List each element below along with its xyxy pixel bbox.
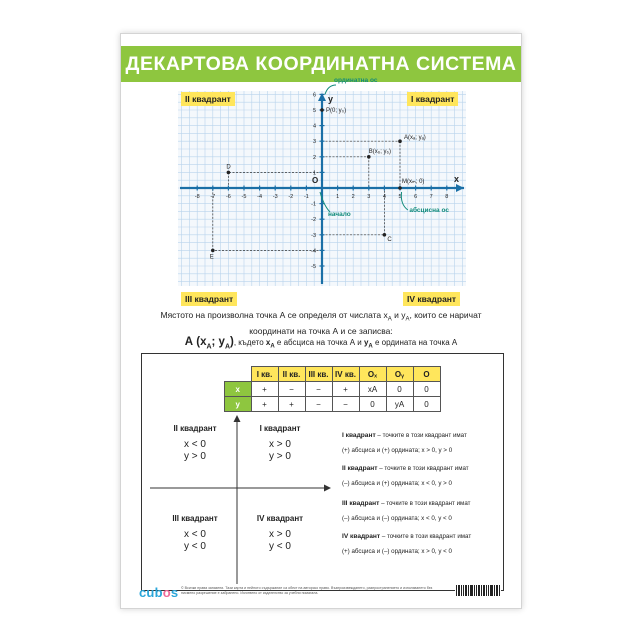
sign-table-header-cell: Oₓ: [359, 367, 386, 382]
x-tick-label: -5: [241, 194, 247, 200]
quadrant-description-iv: [342, 533, 502, 555]
y-tick-label: -5: [311, 264, 316, 270]
sign-table-cell: −: [278, 382, 305, 397]
sign-table-cell: 0: [359, 397, 386, 412]
point-label-b: B(x₆; y₆): [368, 148, 391, 155]
sign-table-header-cell: III кв.: [305, 367, 332, 382]
barcode-icon: [455, 584, 501, 600]
y-tick-label: 1: [312, 170, 316, 177]
description-sub: (–) абсциса и (–) ордината; x < 0, y < 0: [342, 515, 452, 522]
x-tick-label: 6: [414, 194, 418, 200]
sign-table-cell: −: [305, 382, 332, 397]
sign-table-cell: −: [305, 397, 332, 412]
sign-table-cell: 0: [413, 397, 440, 412]
description-title: III квадрант: [342, 500, 380, 507]
quadrant-condition: y > 0: [184, 451, 206, 462]
point-a: [398, 139, 402, 143]
abscissa-annotation: абсцисна ос: [409, 207, 449, 214]
sign-table-header-cell: IV кв.: [332, 367, 359, 382]
x-tick-label: -7: [210, 194, 216, 200]
description-text: – точките в този квадрант имат: [380, 533, 472, 540]
ordinate-annotation: ординатна ос: [334, 76, 378, 84]
logo-part: s: [170, 585, 179, 600]
point-e: [211, 249, 215, 253]
description: [141, 310, 501, 338]
sign-table: [224, 366, 441, 412]
description-line-1: Мястото на произволна точка А се определя от числата $x_A$ и $y_A$, които се наричат: [160, 310, 482, 323]
footer-copyright: © Всички права запазени. Тази карта и нейното съдържание са обект на авторско право. Възпроизвеждането, разпространението и използването без писмено разрешение е забранено. Изготвено от издателство за учебни помагала.: [181, 586, 433, 595]
point-label-m: M(xₘ; 0): [402, 179, 425, 185]
y-tick-label: -2: [311, 217, 316, 224]
quadrant-i-block: [245, 424, 315, 463]
point-c: [383, 233, 387, 237]
quadrant-label-i: I квадрант: [407, 92, 458, 106]
quadrant-condition: y < 0: [269, 541, 291, 552]
description-text: – точките в този квадрант имат: [375, 432, 467, 439]
point-m: [398, 186, 402, 190]
x-tick-label: 5: [398, 194, 402, 200]
sign-table-row-label: x: [225, 382, 252, 397]
quadrant-label-iii: III квадрант: [181, 292, 237, 306]
sign-table-row-y: [225, 397, 441, 412]
page-title: ДЕКАРТОВА КООРДИНАТНА СИСТЕМА: [125, 53, 517, 75]
formula-line: [141, 336, 501, 350]
point-label-e: E: [209, 254, 214, 261]
x-tick-label: 2: [351, 194, 355, 200]
quadrant-description-i: [342, 432, 502, 454]
x-tick-label: 4: [382, 194, 386, 200]
formula: А ($x_A$; $y_A$): [184, 336, 234, 351]
description-title: IV квадрант: [342, 533, 381, 540]
description-text: – точките в този квадрант имат: [379, 500, 471, 507]
poster: [120, 33, 522, 609]
point-label-p: P(0; y₀): [326, 108, 347, 114]
point-b: [367, 155, 371, 159]
y-tick-label: -1: [311, 201, 316, 208]
sign-table-cell: +: [251, 397, 278, 412]
logo-part: o: [162, 585, 171, 600]
quadrant-description-ii: [342, 465, 502, 487]
quadrant-description-iii: [342, 500, 502, 522]
description-title: I квадрант: [342, 432, 376, 439]
quadrant-iv-block: [245, 514, 315, 553]
sign-table-header-cell: O: [413, 367, 440, 382]
description-sub: (+) абсциса и (+) ордината; x > 0, y > 0: [342, 447, 453, 454]
y-tick-label: 6: [312, 92, 316, 99]
sign-table-cell: +: [278, 397, 305, 412]
sign-table-header-cell: I кв.: [251, 367, 278, 382]
quadrant-condition: x > 0: [269, 529, 291, 540]
y-tick-label: -4: [311, 248, 316, 255]
point-p: [320, 108, 324, 112]
title-bar: [121, 46, 521, 82]
x-axis-label: x: [454, 174, 460, 184]
sign-table-cell: xA: [359, 382, 386, 397]
publisher-logo: [139, 585, 178, 600]
y-tick-label: 4: [312, 123, 316, 130]
quadrant-title: I квадрант: [259, 424, 301, 433]
quadrant-condition: y > 0: [269, 451, 291, 462]
x-tick-label: 1: [336, 194, 340, 200]
y-tick-label: -3: [311, 232, 316, 239]
description-sub: (–) абсциса и (+) ордината; x < 0, y > 0: [342, 480, 452, 487]
point-d: [227, 171, 231, 175]
x-tick-label: -8: [194, 194, 200, 200]
sign-table-cell: 0: [386, 382, 413, 397]
quadrant-ii-block: [160, 424, 230, 463]
quadrant-label-iv: IV квадрант: [403, 292, 460, 306]
x-tick-label: 3: [367, 194, 371, 200]
origin-annotation: начало: [328, 211, 351, 218]
sign-table-cell: +: [332, 382, 359, 397]
sign-table-cell: yA: [386, 397, 413, 412]
sign-table-header-cell: Oᵧ: [386, 367, 413, 382]
quadrant-condition: x < 0: [184, 439, 206, 450]
quadrant-condition: y < 0: [184, 541, 206, 552]
sign-table-header-cell: II кв.: [278, 367, 305, 382]
x-tick-label: -4: [257, 194, 263, 200]
coordinate-graph: [178, 76, 466, 286]
x-tick-label: -1: [303, 194, 309, 200]
point-label-c: C: [387, 236, 392, 243]
y-axis-label: y: [328, 94, 334, 104]
description-title: II квадрант: [342, 465, 378, 472]
sign-table-row-label: y: [225, 397, 252, 412]
description-sub: (+) абсциса и (–) ордината; x > 0, y < 0: [342, 548, 452, 555]
summary-box: [141, 353, 504, 591]
x-tick-label: 8: [445, 194, 449, 200]
y-tick-label: 5: [312, 108, 316, 114]
x-tick-label: -2: [288, 194, 294, 200]
sign-table-cell: −: [332, 397, 359, 412]
description-line-2: координати на точка А и се записва:: [249, 326, 393, 337]
y-tick-label: 3: [312, 139, 316, 146]
x-tick-label: 7: [429, 194, 433, 200]
point-label-d: D: [226, 164, 231, 171]
origin-label: O: [312, 176, 319, 185]
y-tick-label: 2: [312, 154, 316, 161]
logo-part: cub: [139, 585, 163, 600]
point-label-a: A(xₐ; yₐ): [404, 135, 426, 142]
quadrant-iii-block: [160, 514, 230, 553]
quadrant-title: III квадрант: [172, 514, 218, 523]
sign-table-cell: 0: [413, 382, 440, 397]
quadrant-label-ii: II квадрант: [181, 92, 235, 106]
sign-table-header: [225, 367, 441, 382]
quadrant-condition: x < 0: [184, 529, 206, 540]
x-tick-label: -6: [225, 194, 231, 200]
quadrant-title: IV квадрант: [256, 514, 304, 523]
description-text: – точките в този квадрант имат: [377, 465, 469, 472]
sign-table-cell: +: [251, 382, 278, 397]
sign-table-row-x: [225, 382, 441, 397]
sign-table-corner: [225, 367, 252, 382]
x-tick-label: -3: [272, 194, 278, 200]
quadrant-condition: x > 0: [269, 439, 291, 450]
formula-rest: , където $x_A$ е абсциса на точка А и $y_A$ е ордината на точка А: [233, 338, 458, 350]
quadrant-title: II квадрант: [173, 424, 217, 433]
